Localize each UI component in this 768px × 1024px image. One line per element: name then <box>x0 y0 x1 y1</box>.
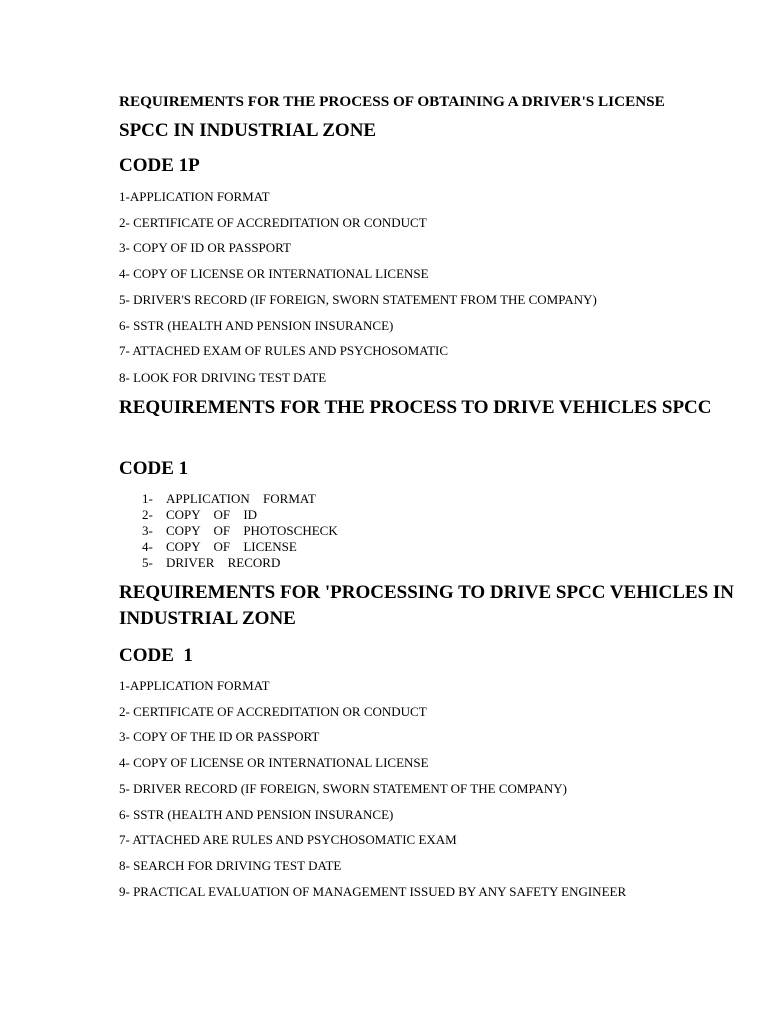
list-item: 9- PRACTICAL EVALUATION OF MANAGEMENT ISSUED BY ANY SAFETY ENGINEER <box>119 884 627 899</box>
section2-heading: REQUIREMENTS FOR THE PROCESS TO DRIVE VEHICLES SPCC <box>119 397 712 418</box>
item-text: COPY OF PHOTOSCHECK <box>166 523 338 538</box>
document-title: REQUIREMENTS FOR THE PROCESS OF OBTAINING A DRIVER'S LICENSE <box>119 93 665 110</box>
list-item: 4- COPY OF LICENSE OR INTERNATIONAL LICENSE <box>119 755 429 770</box>
list-item: 5- DRIVER RECORD (IF FOREIGN, SWORN STATEMENT OF THE COMPANY) <box>119 781 567 796</box>
list-item: 7- ATTACHED EXAM OF RULES AND PSYCHOSOMATIC <box>119 343 449 358</box>
list-item: 3- COPY OF THE ID OR PASSPORT <box>119 729 320 744</box>
list-item: 6- SSTR (HEALTH AND PENSION INSURANCE) <box>119 807 394 822</box>
numbered-item <box>0 491 768 507</box>
list-item: 1-APPLICATION FORMAT <box>119 678 270 693</box>
section1-subtitle: SPCC IN INDUSTRIAL ZONE <box>119 120 377 141</box>
numbered-item <box>0 539 768 555</box>
list-item: 6- SSTR (HEALTH AND PENSION INSURANCE) <box>119 318 394 333</box>
list-item: 4- COPY OF LICENSE OR INTERNATIONAL LICENSE <box>119 266 429 281</box>
item-text: COPY OF LICENSE <box>166 539 297 554</box>
item-number: 4- <box>142 539 153 554</box>
section2-code: CODE 1 <box>119 458 189 479</box>
list-item: 8- LOOK FOR DRIVING TEST DATE <box>119 370 327 385</box>
section1-code: CODE 1P <box>119 155 200 176</box>
section3-code: CODE 1 <box>119 645 193 666</box>
list-item: 7- ATTACHED ARE RULES AND PSYCHOSOMATIC EXAM <box>119 832 457 847</box>
item-number: 1- <box>142 491 153 506</box>
list-item: 2- CERTIFICATE OF ACCREDITATION OR CONDUCT <box>119 215 427 230</box>
item-text: COPY OF ID <box>166 507 258 522</box>
numbered-item <box>0 523 768 539</box>
numbered-item <box>0 555 768 571</box>
item-number: 3- <box>142 523 153 538</box>
list-item: 3- COPY OF ID OR PASSPORT <box>119 240 292 255</box>
list-item: 5- DRIVER'S RECORD (IF FOREIGN, SWORN STATEMENT FROM THE COMPANY) <box>119 292 597 307</box>
numbered-item <box>0 507 768 523</box>
item-number: 2- <box>142 507 153 522</box>
item-number: 5- <box>142 555 153 570</box>
section3-heading: REQUIREMENTS FOR 'PROCESSING TO DRIVE SPCC VEHICLES IN INDUSTRIAL ZONE <box>119 582 734 629</box>
list-item: 8- SEARCH FOR DRIVING TEST DATE <box>119 858 342 873</box>
list-item: 2- CERTIFICATE OF ACCREDITATION OR CONDUCT <box>119 704 427 719</box>
item-text: DRIVER RECORD <box>166 555 281 570</box>
item-text: APPLICATION FORMAT <box>166 491 316 506</box>
list-item: 1-APPLICATION FORMAT <box>119 189 270 204</box>
